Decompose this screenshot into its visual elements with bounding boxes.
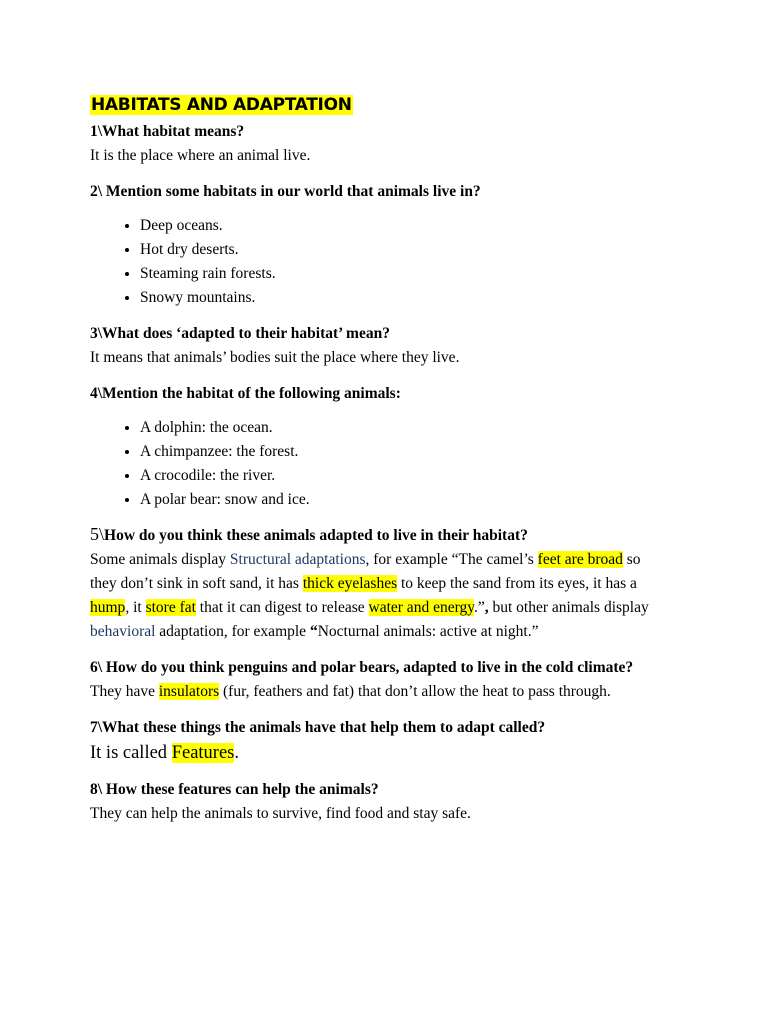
answer-3: It means that animals’ bodies suit the place where they live.	[90, 349, 460, 366]
question-6: 6\ How do you think penguins and polar bears, adapted to live in the cold climate?	[90, 659, 634, 676]
list-item: • Snowy mountains.	[140, 286, 670, 310]
question-4: 4\Mention the habitat of the following animals:	[90, 385, 401, 402]
question-5: 5\How do you think these animals adapted to live in their habitat?	[90, 524, 528, 544]
document-title: HABITATS AND ADAPTATION	[91, 95, 352, 115]
list-item: • A polar bear: snow and ice.	[140, 488, 670, 512]
highlight: water and energy	[368, 599, 474, 616]
list-item: • Deep oceans.	[140, 214, 670, 238]
highlight: thick eyelashes	[302, 575, 398, 592]
answer-1: It is the place where an animal live.	[90, 147, 311, 164]
list-item: • A crocodile: the river.	[140, 464, 670, 488]
behavioral-term: behavioral	[90, 623, 156, 640]
answer-8: They can help the animals to survive, find food and stay safe.	[90, 805, 471, 822]
list-item: • Steaming rain forests.	[140, 262, 670, 286]
document-content	[90, 120, 670, 826]
highlight: hump	[90, 599, 126, 616]
list-item: • A chimpanzee: the forest.	[140, 440, 670, 464]
list-item: • A dolphin: the ocean.	[140, 416, 670, 440]
question-7: 7\What these things the animals have that help them to adapt called?	[90, 719, 546, 736]
structural-term: Structural adaptations	[229, 551, 366, 568]
question-1: 1\What habitat means?	[90, 123, 245, 140]
answer-5: Some animals display Structural adaptations, for example “The camel’s feet are broad so they don’t sink in soft sand, it has thick eyelashes to keep the sand from its eyes, it has a hump, it store fat that it can digest to release water and energy.”, but other animals display behavioral adaptation, for example “Nocturnal animals: active at night.”	[90, 551, 649, 640]
question-2: 2\ Mention some habitats in our world that animals live in?	[90, 183, 481, 200]
habitats-list	[90, 214, 670, 310]
answer-7: It is called Features.	[90, 743, 239, 763]
question-3: 3\What does ‘adapted to their habitat’ mean?	[90, 325, 390, 342]
animal-habitat-list	[90, 416, 670, 512]
highlight: insulators	[158, 683, 220, 700]
highlight: feet are broad	[537, 551, 623, 568]
highlight: store fat	[145, 599, 196, 616]
question-8: 8\ How these features can help the animals?	[90, 781, 379, 798]
list-item: • Hot dry deserts.	[140, 238, 670, 262]
highlight: Features	[171, 743, 235, 763]
answer-6: They have insulators (fur, feathers and fat) that don’t allow the heat to pass through.	[90, 683, 611, 700]
